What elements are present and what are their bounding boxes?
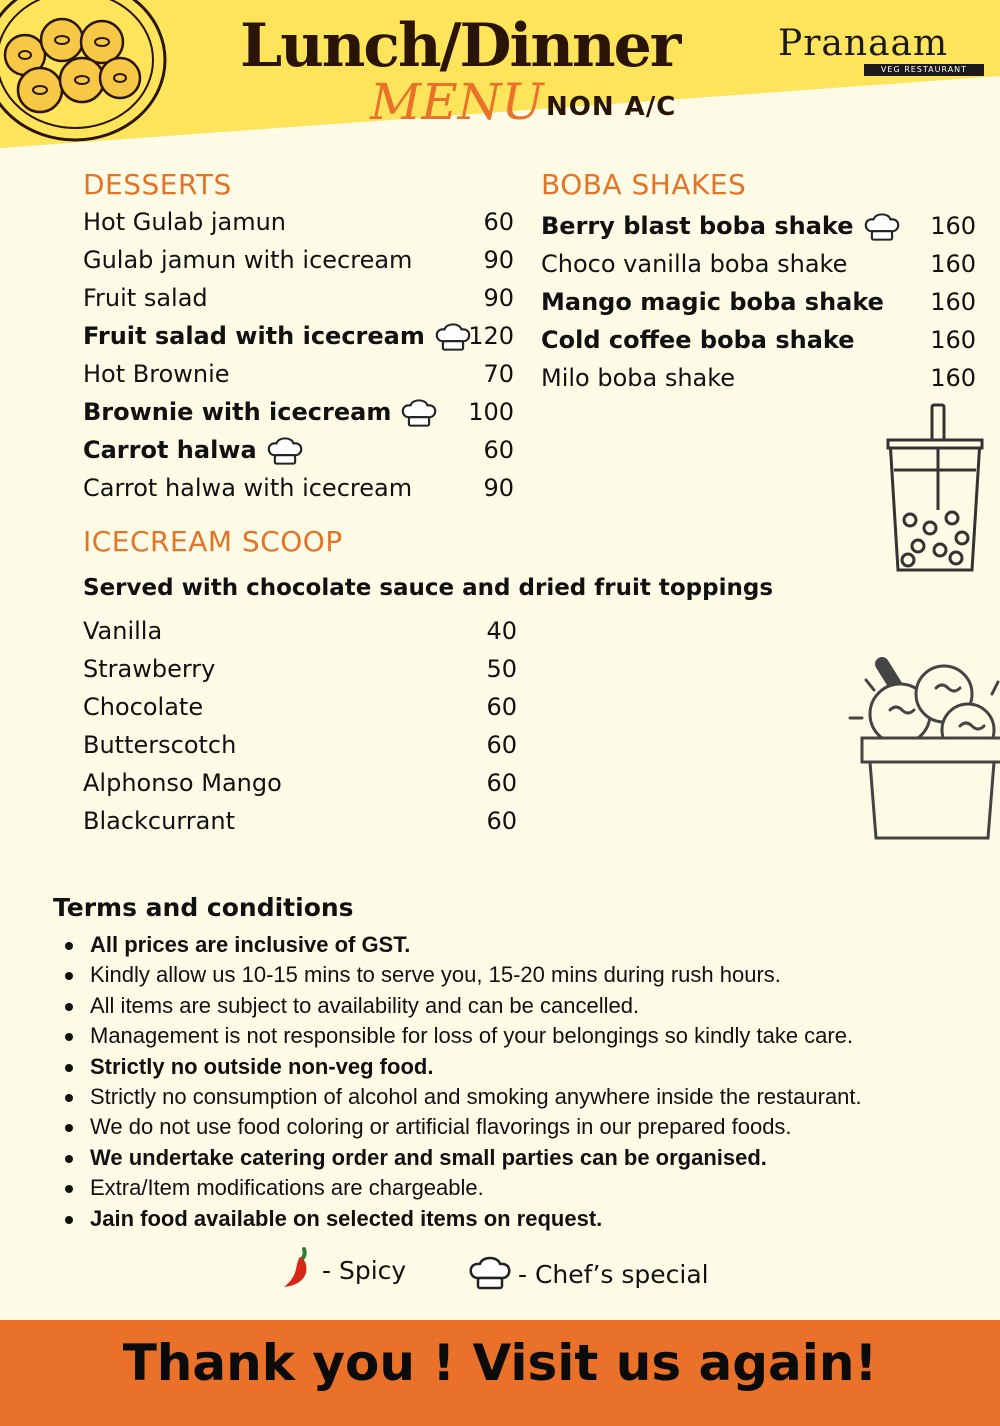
icecream-item-price: 60 (486, 807, 517, 835)
dessert-item-price: 70 (483, 360, 514, 388)
icecream-item (83, 654, 215, 684)
dessert-item-name: Hot Brownie (83, 360, 230, 388)
gulab-jamun-plate-icon (0, 0, 180, 150)
terms-item: All items are subject to availability and can be cancelled. (60, 991, 990, 1021)
boba-item (541, 249, 847, 279)
boba-item-price: 160 (930, 364, 976, 392)
dessert-item-price: 100 (468, 398, 514, 426)
terms-item: We undertake catering order and small parties can be organised. (60, 1143, 990, 1173)
dessert-item-name: Gulab jamun with icecream (83, 246, 413, 274)
boba-item-name: Cold coffee boba shake (541, 326, 855, 354)
boba-item (541, 287, 884, 317)
boba-item-name: Berry blast boba shake (541, 212, 854, 240)
logo-tagline: VEG RESTAURANT (864, 64, 984, 76)
icecream-note: Served with chocolate sauce and dried fruit toppings (83, 575, 774, 601)
terms-item: Management is not responsible for loss of your belongings so kindly take care. (60, 1021, 990, 1051)
dessert-item-name: Fruit salad with icecream (83, 322, 425, 350)
icecream-bucket-icon (848, 652, 1000, 844)
terms-item: Strictly no outside non-veg food. (60, 1052, 990, 1082)
boba-item-price: 160 (930, 250, 976, 278)
terms-item: Kindly allow us 10-15 mins to serve you, 15-20 mins during rush hours. (60, 960, 990, 990)
terms-item: Jain food available on selected items on request. (60, 1204, 990, 1234)
chef-hat-icon (263, 435, 307, 467)
dessert-item (83, 397, 441, 429)
dessert-item-price: 90 (483, 246, 514, 274)
icecream-item-name: Blackcurrant (83, 807, 235, 835)
menu-title: Lunch/Dinner (240, 11, 680, 81)
boba-item-name: Milo boba shake (541, 364, 736, 392)
terms-item: Strictly no consumption of alcohol and smoking anywhere inside the restaurant. (60, 1082, 990, 1112)
icecream-item-price: 40 (486, 617, 517, 645)
dessert-item (83, 207, 286, 237)
terms-list (60, 930, 990, 1234)
legend-spicy: - Spicy (322, 1256, 407, 1285)
legend-chef-special: - Chef’s special (518, 1260, 709, 1289)
dessert-item (83, 245, 412, 275)
icecream-title: ICECREAM SCOOP (83, 525, 343, 558)
boba-item (541, 211, 904, 243)
terms-item: We do not use food coloring or artificial flavorings in our prepared foods. (60, 1112, 990, 1142)
icecream-item (83, 616, 162, 646)
menu-subtitle: MENU (370, 73, 544, 131)
terms-item: All prices are inclusive of GST. (60, 930, 990, 960)
restaurant-logo (778, 14, 988, 78)
dessert-item (83, 321, 475, 353)
icecream-item (83, 768, 282, 798)
footer-thank-you: Thank you ! Visit us again! (122, 1334, 878, 1392)
dessert-item-price: 120 (468, 322, 514, 350)
icecream-item-price: 60 (486, 693, 517, 721)
icecream-item-name: Alphonso Mango (83, 769, 282, 797)
dessert-item (83, 435, 307, 467)
boba-shakes-title: BOBA SHAKES (541, 168, 747, 201)
terms-title: Terms and conditions (53, 893, 354, 922)
chili-icon (280, 1245, 316, 1289)
icecream-item-name: Butterscotch (83, 731, 237, 759)
icecream-item (83, 730, 236, 760)
dessert-item (83, 359, 230, 389)
dessert-item-name: Carrot halwa with icecream (83, 474, 413, 502)
icecream-item-price: 60 (486, 731, 517, 759)
boba-item-price: 160 (930, 212, 976, 240)
dessert-item-name: Fruit salad (83, 284, 208, 312)
dessert-item-price: 90 (483, 474, 514, 502)
dessert-item (83, 473, 412, 503)
boba-item-price: 160 (930, 326, 976, 354)
icecream-item-name: Vanilla (83, 617, 163, 645)
icecream-item-price: 60 (486, 769, 517, 797)
dessert-item-name: Hot Gulab jamun (83, 208, 286, 236)
dessert-item-price: 60 (483, 436, 514, 464)
icecream-item-price: 50 (486, 655, 517, 683)
icecream-item (83, 806, 235, 836)
terms-item: Extra/Item modifications are chargeable. (60, 1173, 990, 1203)
boba-item (541, 363, 735, 393)
boba-cup-icon (880, 400, 990, 580)
dessert-item (83, 283, 208, 313)
boba-item-name: Mango magic boba shake (541, 288, 884, 316)
logo-name: Pranaam (778, 23, 949, 64)
icecream-item-name: Chocolate (83, 693, 204, 721)
boba-item (541, 325, 855, 355)
non-ac-tag: NON A/C (546, 92, 677, 122)
dessert-item-name: Carrot halwa (83, 436, 257, 464)
dessert-item-name: Brownie with icecream (83, 398, 392, 426)
desserts-title: DESSERTS (83, 168, 232, 201)
dessert-item-price: 90 (483, 284, 514, 312)
chef-hat-icon (466, 1254, 514, 1292)
icecream-item-name: Strawberry (83, 655, 216, 683)
dessert-item-price: 60 (483, 208, 514, 236)
icecream-item (83, 692, 203, 722)
boba-item-name: Choco vanilla boba shake (541, 250, 848, 278)
boba-item-price: 160 (930, 288, 976, 316)
